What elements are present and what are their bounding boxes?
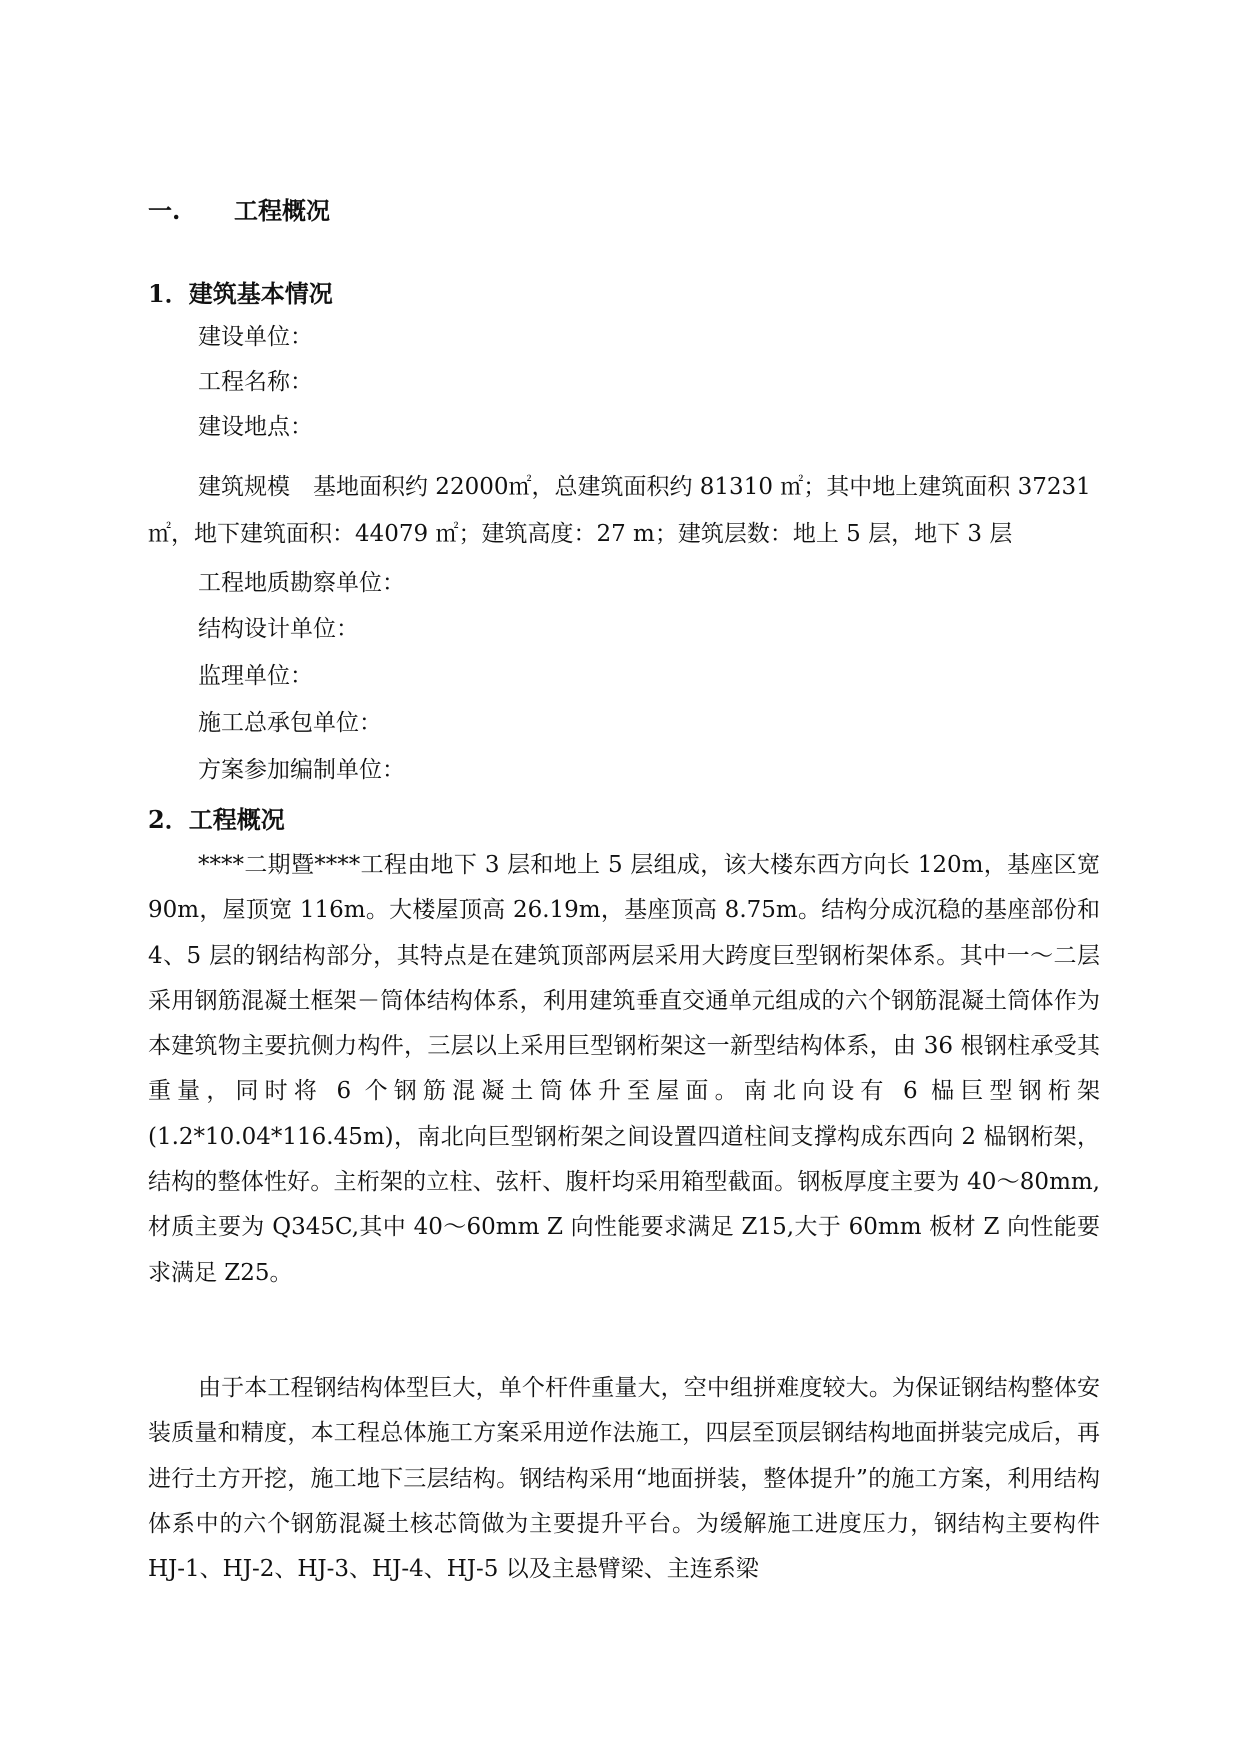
overview-paragraph-1: ****二期暨****工程由地下 3 层和地上 5 层组成，该大楼东西方向长 120m，基座区宽 90m，屋顶宽 116m。大楼屋顶高 26.19m，基座顶高 8.75m。结构分成沉稳的基座部份和 4、5 层的钢结构部分，其特点是在建筑顶部两层采用大跨度巨型钢桁架体系。其中一～二层采用钢筋混凝土框架－筒体结构体系，利用建筑垂直交通单元组成的六个钢筋混凝土筒体作为本建筑物主要抗侧力构件，三层以上采用巨型钢桁架这一新型结构体系，由 36 根钢柱承受其重量，同时将 6 个钢筋混凝土筒体升至屋面。南北向设有 6 榀巨型钢桁架(1.2*10.04*116.45m)，南北向巨型钢桁架之间设置四道柱间支撑构成东西向 2 榀钢桁架，结构的整体性好。主桁架的立柱、弦杆、腹杆均采用箱型截面。钢板厚度主要为 40～80mm,材质主要为 Q345C,其中 40～60mm Z 向性能要求满足 Z15,大于 60mm 板材 Z 向性能要求满足 Z25。 <box>148 852 1101 1286</box>
field-plan-unit: 方案参加编制单位： <box>198 757 405 783</box>
field-location: 建设地点： <box>198 414 313 440</box>
subsection-heading-overview: 2．工程概况 <box>148 805 285 834</box>
section-title: 工程概况 <box>234 196 330 225</box>
section-number: 一. <box>148 196 181 225</box>
subsection-heading-basic-info: 1．建筑基本情况 <box>148 279 333 308</box>
field-general-contractor: 施工总承包单位： <box>198 710 382 736</box>
field-geology: 工程地质勘察单位： <box>198 570 405 596</box>
section-heading <box>148 196 330 226</box>
scale-line-2: ㎡，地下建筑面积：44079 ㎡；建筑高度：27 m；建筑层数：地上 5 层，地下 3 层 <box>148 521 1013 547</box>
field-project-name: 工程名称： <box>198 369 313 395</box>
field-structure-design: 结构设计单位： <box>198 616 359 642</box>
overview-paragraph-2: 由于本工程钢结构体型巨大，单个杆件重量大，空中组拼难度较大。为保证钢结构整体安装质量和精度，本工程总体施工方案采用逆作法施工，四层至顶层钢结构地面拼装完成后，再进行土方开挖，施工地下三层结构。钢结构采用“地面拼装，整体提升”的施工方案，利用结构体系中的六个钢筋混凝土核芯筒做为主要提升平台。为缓解施工进度压力，钢结构主要构件 HJ-1、HJ-2、HJ-3、HJ-4、HJ-5 以及主悬臂梁、主连系梁 <box>148 1375 1100 1583</box>
scale-line-1: 建筑规模 基地面积约 22000㎡，总建筑面积约 81310 ㎡；其中地上建筑面积 37231 <box>198 474 1091 500</box>
field-supervision: 监理单位： <box>198 663 313 689</box>
field-owner: 建设单位： <box>198 324 313 350</box>
